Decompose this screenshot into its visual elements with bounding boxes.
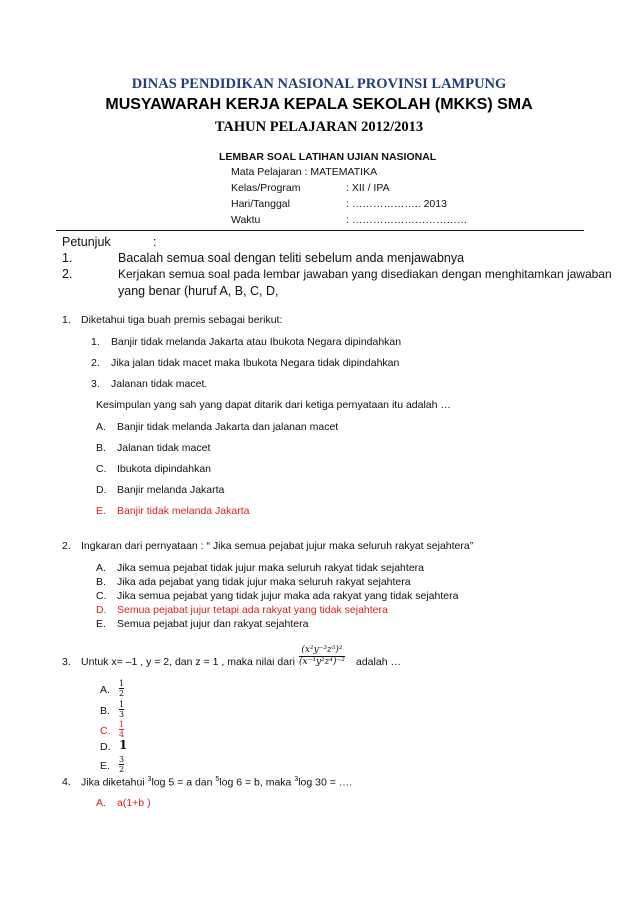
q1-number: 1. xyxy=(62,314,71,326)
petunjuk-label: Petunjuk xyxy=(62,235,111,249)
header-line-3: TAHUN PELAJARAN 2012/2013 xyxy=(214,119,424,135)
q3-expression-numerator: (x²y⁻³z⁵)² xyxy=(301,645,343,655)
q4-option-a-text[interactable]: a(1+b ) xyxy=(117,797,151,809)
q1-premise-3-text: Jalanan tidak macet. xyxy=(111,378,208,390)
q1-option-a-text[interactable]: Banjir tidak melanda Jakarta dan jalanan macet xyxy=(117,421,339,433)
q1-premise-1-text: Banjir tidak melanda Jakarta atau Ibukota Negara dipindahkan xyxy=(111,336,402,348)
petunjuk-num-2: 2. xyxy=(62,267,73,281)
q1-option-d-text[interactable]: Banjir melanda Jakarta xyxy=(117,484,225,496)
divider-line xyxy=(56,230,584,231)
q2-option-e-text[interactable]: Semua pejabat jujur dan rakyat sejahtera xyxy=(117,618,309,630)
q1-text: Diketahui tiga buah premis sebagai berikut: xyxy=(81,314,283,326)
q2-option-a-letter[interactable]: A. xyxy=(96,562,106,574)
q1-premise-2-text: Jika jalan tidak macet maka Ibukota Negara tidak dipindahkan xyxy=(111,357,400,369)
q1-option-a-letter[interactable]: A. xyxy=(96,421,106,433)
q1-premise-2-num: 2. xyxy=(91,357,100,369)
q3-option-e-letter[interactable]: E. xyxy=(100,760,110,772)
petunjuk-colon: : xyxy=(153,235,157,249)
petunjuk-num-1: 1. xyxy=(62,251,73,265)
q1-option-d-letter[interactable]: D. xyxy=(96,484,107,496)
header-line-1: DINAS PENDIDIKAN NASIONAL PROVINSI LAMPUNG xyxy=(131,76,507,92)
q2-option-a-text[interactable]: Jika semua pejabat tidak jujur maka seluruh rakyat tidak sejahtera xyxy=(117,562,424,574)
q3-option-b-value[interactable]: 1 3 xyxy=(119,700,125,719)
q4-option-a-letter[interactable]: A. xyxy=(96,797,106,809)
q3-expression-denominator: (x⁻¹y²z⁴)⁻² xyxy=(299,657,345,667)
q3-option-c-value[interactable]: 1 4 xyxy=(119,720,125,739)
sheet-row-time-value: : …………………………… xyxy=(346,214,468,226)
q3-suffix: adalah … xyxy=(356,656,401,668)
q3-number: 3. xyxy=(62,656,71,668)
header-line-2: MUSYAWARAH KERJA KEPALA SEKOLAH (MKKS) SMA xyxy=(105,96,533,113)
q2-text: Ingkaran dari pernyataan : “ Jika semua pejabat jujur maka seluruh rakyat sejahtera” xyxy=(81,540,474,552)
q1-premise-3-num: 3. xyxy=(91,378,100,390)
q2-option-e-letter[interactable]: E. xyxy=(96,618,106,630)
q1-option-c-text[interactable]: Ibukota dipindahkan xyxy=(117,463,211,475)
q1-option-c-letter[interactable]: C. xyxy=(96,463,107,475)
q3-option-e-value[interactable]: 3 2 xyxy=(119,755,125,774)
q1-option-e-text[interactable]: Banjir tidak melanda Jakarta xyxy=(117,505,250,517)
sheet-row-subject: Mata Pelajaran : MATEMATIKA xyxy=(231,166,378,178)
q3-option-b-letter[interactable]: B. xyxy=(100,705,110,717)
q1-option-b-text[interactable]: Jalanan tidak macet xyxy=(117,442,211,454)
sheet-row-time-label: Waktu xyxy=(231,214,261,226)
q4-number: 4. xyxy=(62,776,71,788)
q3-option-a-letter[interactable]: A. xyxy=(100,684,110,696)
sheet-row-class-value: : XII / IPA xyxy=(346,182,390,194)
q2-option-c-letter[interactable]: C. xyxy=(96,590,107,602)
q4-text: Jika diketahui $^3$log 5 = a dan $^5$log 6 = b, maka $^3$log 30 = …. xyxy=(81,776,353,789)
sheet-row-date-value: : ……………….. 2013 xyxy=(346,198,447,210)
q3-text: Untuk x= –1 , y = 2, dan z = 1 , maka nilai dari xyxy=(81,656,295,668)
q2-number: 2. xyxy=(62,540,71,552)
q2-option-b-letter[interactable]: B. xyxy=(96,576,106,588)
petunjuk-text-2-cont: yang benar (huruf A, B, C, D, xyxy=(118,284,279,298)
petunjuk-text-1: Bacalah semua soal dengan teliti sebelum anda menjawabnya xyxy=(118,251,465,265)
sheet-title: LEMBAR SOAL LATIHAN UJIAN NASIONAL xyxy=(219,151,437,163)
q3-option-a-value[interactable]: 1 2 xyxy=(119,679,125,698)
q3-option-d-value[interactable]: 1 xyxy=(119,738,128,752)
sheet-row-date-label: Hari/Tanggal xyxy=(231,198,290,210)
sheet-row-class-label: Kelas/Program xyxy=(231,182,301,194)
q3-option-d-letter[interactable]: D. xyxy=(100,741,111,753)
q2-option-c-text[interactable]: Jika semua pejabat yang tidak jujur maka ada rakyat yang tidak sejahtera xyxy=(117,590,459,602)
q2-option-d-letter[interactable]: D. xyxy=(96,604,107,616)
petunjuk-text-2: Kerjakan semua soal pada lembar jawaban yang disediakan dengan menghitamkan jawaban xyxy=(118,267,612,281)
q2-option-d-text[interactable]: Semua pejabat jujur tetapi ada rakyat yang tidak sejahtera xyxy=(117,604,388,616)
q1-premise-1-num: 1. xyxy=(91,336,100,348)
q1-option-b-letter[interactable]: B. xyxy=(96,442,106,454)
q3-expression xyxy=(299,645,345,668)
q1-conclusion: Kesimpulan yang sah yang dapat ditarik dari ketiga pernyataan itu adalah … xyxy=(96,399,451,411)
q1-option-e-letter[interactable]: E. xyxy=(96,505,106,517)
q2-option-b-text[interactable]: Jika ada pejabat yang tidak jujur maka seluruh rakyat sejahtera xyxy=(117,576,411,588)
q3-option-c-letter[interactable]: C. xyxy=(100,725,111,737)
